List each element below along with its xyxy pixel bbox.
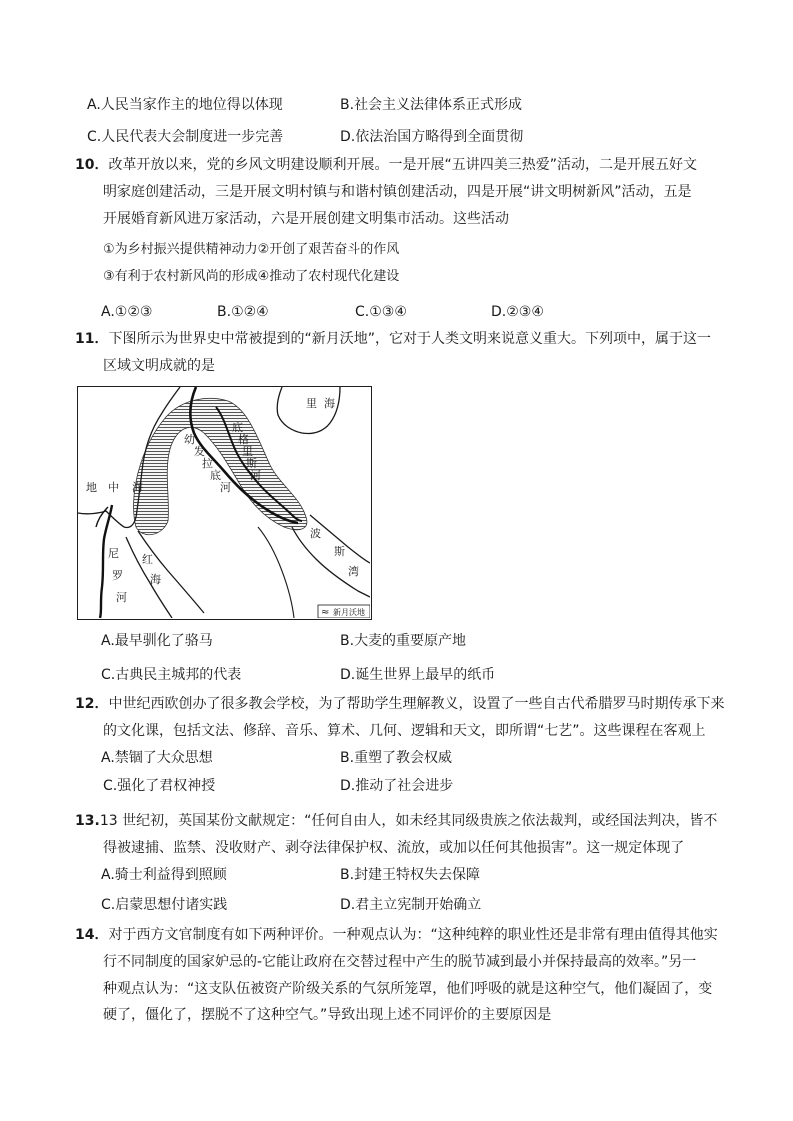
nile-river	[100, 505, 112, 618]
svg-text:河: 河	[116, 591, 127, 604]
red-sea-coast	[126, 537, 172, 618]
q10-option-b: B.①②④	[217, 304, 269, 320]
q9-option-c: C.人民代表大会制度进一步完善	[87, 129, 284, 145]
caspian-coast	[277, 387, 340, 434]
svg-text:拉: 拉	[202, 457, 213, 470]
q13-stem-line-2: 得被逮捕、监禁、没收财产、剥夺法律保护权、流放，或加以任何其他损害”。这一规定体现了	[103, 840, 685, 856]
svg-text:地: 地	[86, 481, 97, 494]
q13-option-c: C.启蒙思想付诸实践	[101, 897, 228, 913]
svg-text:底: 底	[232, 421, 243, 434]
label-mediterranean	[86, 480, 143, 494]
q11-stem-line-1: 11．下图所示为世界史中常被提到的“新月沃地”，它对于人类文明来说意义重大。下列项中，属于这一	[75, 331, 711, 347]
q12-option-a: A.禁锢了大众思想	[101, 750, 213, 766]
svg-text:里: 里	[242, 445, 253, 458]
q13-option-a: A.骑士利益得到照顾	[101, 867, 227, 883]
svg-text:幼: 幼	[184, 433, 195, 446]
q11-option-a: A.最早驯化了骆马	[101, 633, 213, 649]
q10-number: 10．	[75, 157, 109, 173]
svg-text:发: 发	[194, 445, 205, 458]
q14-stem-line-3: 种观点认为：“这支队伍被资产阶级关系的气氛所笼罩，他们呼吸的就是这种空气，他们凝固了，变	[103, 981, 713, 997]
q12-option-c: C.强化了君权神授	[103, 778, 216, 794]
q11-stem-line-2: 区域文明成就的是	[103, 358, 215, 374]
svg-text:河: 河	[250, 469, 261, 482]
q9-option-b: B.社会主义法律体系正式形成	[340, 97, 523, 113]
q12-number: 12．	[75, 696, 109, 712]
q11-option-d: D.诞生世界上最早的纸币	[340, 667, 496, 683]
q9-option-d: D.依法治国方略得到全面贯彻	[340, 129, 524, 145]
svg-text:海: 海	[150, 573, 161, 586]
q10-option-c: C.①③④	[355, 304, 407, 320]
q12-stem-line-1: 12．中世纪西欧创办了很多教会学校，为了帮助学生理解教义，设置了一些自古代希腊罗马时期传承下来	[75, 696, 725, 712]
svg-text:尼: 尼	[108, 547, 119, 560]
q10-statement-1: ①为乡村振兴提供精神动力②开创了艰苦奋斗的作风	[103, 242, 400, 257]
q14-number: 14．	[75, 927, 109, 943]
svg-text:波: 波	[310, 527, 321, 540]
q10-option-d: D.②③④	[491, 304, 544, 320]
q11-number: 11．	[75, 331, 109, 347]
map-legend	[318, 605, 370, 618]
svg-text:罗: 罗	[112, 569, 123, 582]
label-nile	[108, 547, 127, 604]
svg-text:斯: 斯	[334, 545, 345, 558]
q13-option-d: D.君主立宪制开始确立	[340, 897, 482, 913]
legend-symbol: ≈	[321, 607, 330, 618]
q13-number: 13.	[75, 813, 100, 829]
q10-stem-line-1: 10．改革开放以来，党的乡风文明建设顺利开展。一是开展“五讲四美三热爱”活动，二是开展五好文	[75, 157, 697, 173]
svg-text:海: 海	[132, 481, 143, 494]
legend-text: 新月沃地	[333, 608, 365, 617]
label-caspian	[306, 396, 335, 410]
q12-stem-line-2: 的文化课，包括文法、修辞、音乐、算术、几何、逻辑和天文，即所谓“七艺”。这些课程在客观上	[103, 723, 706, 739]
svg-text:斯: 斯	[246, 457, 257, 470]
q10-statement-2: ③有利于农村新风尚的形成④推动了农村现代化建设	[103, 269, 400, 284]
map-svg	[78, 387, 370, 618]
q14-stem-line-2: 行不同制度的国家妒忌的-它能让政府在交替过程中产生的脱节减到最小并保持最高的效率。”另一	[103, 954, 697, 970]
q9-option-a: A.人民当家作主的地位得以体现	[87, 97, 283, 113]
svg-text:底: 底	[210, 469, 221, 482]
fertile-crescent-map	[77, 386, 372, 620]
svg-text:格: 格	[238, 433, 249, 446]
q13-option-b: B.封建王特权失去保障	[340, 867, 481, 883]
svg-text:海: 海	[324, 397, 335, 410]
persian-gulf-coast	[292, 527, 370, 597]
q14-stem-line-4: 硬了，僵化了，摆脱不了这种空气。”导致出现上述不同评价的主要原因是	[103, 1007, 552, 1023]
q13-stem-line-1: 13.13 世纪初，英国某份文献规定：“任何自由人，如未经其同级贵族之依法裁判，或经国法判决，皆不	[75, 813, 718, 829]
q10-stem-line-2: 明家庭创建活动，三是开展文明村镇与和谐村镇创建活动，四是开展“讲文明树新风”活动，五是	[103, 184, 692, 200]
q12-option-b: B.重塑了教会权威	[340, 750, 453, 766]
q11-option-b: B.大麦的重要原产地	[340, 633, 467, 649]
svg-text:中: 中	[108, 481, 119, 494]
q10-stem-line-3: 开展婚育新风进万家活动，六是开展创建文明集市活动。这些活动	[103, 211, 509, 227]
svg-text:河: 河	[220, 481, 231, 494]
svg-text:里: 里	[306, 397, 317, 410]
q10-option-a: A.①②③	[101, 304, 153, 320]
q11-option-c: C.古典民主城邦的代表	[101, 667, 242, 683]
q14-stem-line-1: 14．对于西方文官制度有如下两种评价。一种观点认为：“这种纯粹的职业性还是非常有理由值得其他实	[75, 927, 718, 943]
svg-text:湾: 湾	[348, 565, 359, 578]
q12-option-d: D.推动了社会进步	[340, 778, 454, 794]
svg-text:红: 红	[142, 553, 153, 566]
label-persian-gulf	[310, 526, 359, 578]
